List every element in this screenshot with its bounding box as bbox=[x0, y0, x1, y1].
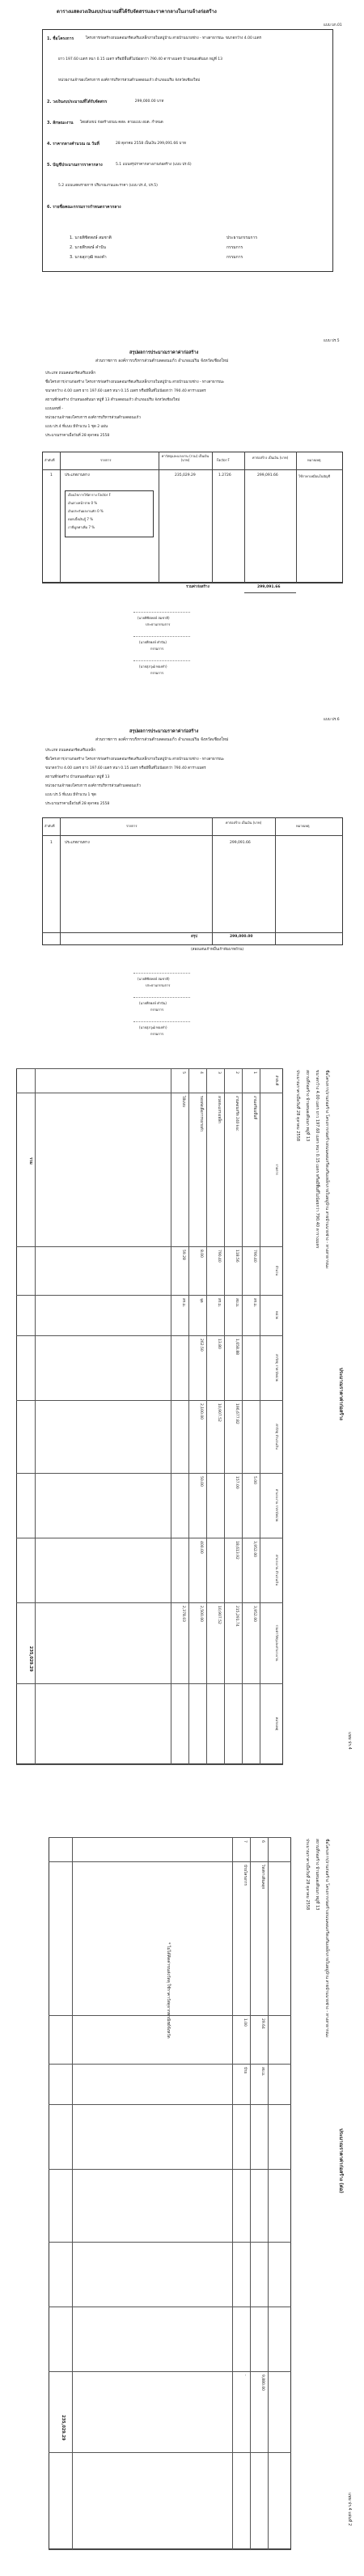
grid-col bbox=[49, 2242, 291, 2243]
col-header-item: รายการ bbox=[126, 824, 138, 828]
cell-item: ลวดตะแกรงเหล็ก bbox=[217, 1096, 221, 1123]
col-header: จำนวน bbox=[275, 1265, 279, 1276]
item-label: 4. ราคากลางคำนวณ ณ วันที่ bbox=[47, 142, 99, 146]
summary-table bbox=[42, 817, 343, 945]
grid-row bbox=[242, 1068, 243, 1764]
cell-no: 1 bbox=[252, 1072, 256, 1074]
grid-col bbox=[49, 2064, 291, 2065]
cell-ma: 196,677.82 bbox=[235, 1403, 239, 1424]
document-page-2 bbox=[0, 308, 364, 680]
cell-sum: - bbox=[243, 2374, 247, 2376]
document-page-1 bbox=[0, 0, 364, 287]
cell-unit: จุด bbox=[199, 1298, 203, 1303]
factor-line: ดอกเบี้ยเงินกู้ 7 % bbox=[68, 517, 94, 521]
document-page-3 bbox=[0, 698, 364, 1038]
item-label: 5. บัญชีประมาณการราคากลาง bbox=[47, 163, 103, 168]
document-page-4 bbox=[0, 1052, 364, 1780]
cell-item: งานเตรียมพื้นที่ bbox=[252, 1096, 256, 1120]
info-line: ชื่อโครงการ/งานก่อสร้าง โครงการก่อสร้างถนนคอนกรีตเสริมเหล็กภายในหมู่บ้าน สายบ้านนายช่าง - ทางสาธารณะ bbox=[45, 758, 225, 762]
cell-qty: 29.64 bbox=[260, 2018, 265, 2029]
signature-3-role: กรรมการ bbox=[150, 671, 164, 675]
form-code: แบบ ปร.5 bbox=[324, 339, 340, 343]
factor-line: เงื่อนไขการใช้ตาราง Factor F bbox=[68, 493, 111, 497]
total-value: 235,029.29 bbox=[28, 1646, 33, 1672]
page-title: ตารางแสดงวงเงินงบประมาณที่ได้รับจัดสรรและราคากลางในงานจ้างก่อสร้าง bbox=[57, 9, 217, 15]
grid-col bbox=[49, 2104, 291, 2105]
item-text: หน่วยงานเจ้าของโครงการ องค์การบริหารส่วนตำบลดอนแก้ว อำเภอแม่ริม จังหวัดเชียงใหม่ bbox=[58, 79, 201, 83]
cell-sum: 215,291.74 bbox=[235, 1606, 239, 1627]
factor-line: ภาษีมูลค่าเพิ่ม 7 % bbox=[68, 525, 95, 529]
info-line: สถานที่ก่อสร้าง บ้านหนองตีนนก หมู่ที่ 13 bbox=[305, 1070, 310, 1142]
committee-3-role: กรรมการ bbox=[226, 255, 243, 260]
cell-la: 18,613.92 bbox=[235, 1541, 239, 1560]
col-header-note: หมายเหตุ bbox=[296, 824, 310, 828]
item-text: โดยสังเขป ก่อสร้างถนน คสล. ตามแบบ อบต. กำหนด bbox=[79, 121, 163, 125]
row-total: 299,091.66 bbox=[257, 473, 278, 477]
grid-row bbox=[232, 1837, 233, 2549]
grid-col bbox=[16, 1764, 283, 1765]
col-header: หน่วย bbox=[275, 1311, 279, 1319]
info-line: ประเภท ถนนคอนกรีตเสริมเหล็ก bbox=[45, 371, 95, 376]
form-code: แบบ ปร.4 แผ่นที่ 2 bbox=[347, 2493, 352, 2527]
row-cost: 235,029.29 bbox=[175, 473, 196, 477]
summary-title: สรุปผลการประมาณราคาค่าก่อสร้าง bbox=[129, 350, 199, 355]
item-label: 6. รายชื่อคณะกรรมการกำหนดราคากลาง bbox=[47, 205, 121, 210]
cell-la: 3,952.00 bbox=[252, 1541, 256, 1558]
grid-col bbox=[49, 2169, 291, 2170]
grid-row bbox=[206, 1068, 207, 1764]
cell-sum: 9,880.00 bbox=[260, 2374, 265, 2391]
info-line: ขนาดกว้าง 4.00 เมตร ยาว 197.60 เมตร หนา 0.15 เมตร หรือมีพื้นที่ไม่น้อยกว่า 790.40 ตารางเมตร bbox=[45, 766, 206, 770]
sum-label: สรุป bbox=[191, 935, 198, 939]
row-note: ใช้ราคาเหมือนในบัญชี bbox=[298, 474, 331, 478]
item-text: 28 ตุลาคม 2558 เป็นเงิน 299,091.66 บาท bbox=[116, 142, 186, 146]
cell-no: 5 bbox=[181, 1072, 185, 1074]
sum-value: 299,000.00 bbox=[230, 935, 253, 939]
col-header-cost: ค่าวัสดุและแรงงาน (รวม) เป็นเงิน (บาท) bbox=[161, 454, 210, 462]
factor-line: เงินล่วงหน้าจ่าย 0 % bbox=[68, 501, 98, 505]
info-line: ประมาณราคาเมื่อวันที่ 28 ตุลาคม 2558 bbox=[305, 1839, 310, 1911]
grid-col bbox=[16, 1400, 283, 1401]
signature-1-name: (นายพิชิตพงษ์ สมชาติ) bbox=[138, 977, 170, 981]
info-line: ประมาณราคาเมื่อวันที่ 28 ตุลาคม 2558 bbox=[45, 434, 110, 438]
signature-1-name: (นายพิชิตพงษ์ สมชาติ) bbox=[138, 616, 170, 620]
item-text: 299,000.00 บาท bbox=[134, 100, 164, 104]
grid-row bbox=[35, 1068, 36, 1764]
item-text: 5.1 แบบสรุปราคากลางงานก่อสร้าง (แบบ ปร.6) bbox=[116, 163, 192, 167]
grid-col bbox=[16, 1335, 283, 1336]
cell-unit: ตร.ม. bbox=[181, 1298, 185, 1308]
info-line: ขนาดกว้าง 4.00 เมตร ยาว 197.60 เมตร หนา 0.15 เมตร หรือมีพื้นที่ไม่น้อยกว่า 790.40 ตารางเมตร bbox=[315, 1070, 320, 1249]
cell-qty: 1.00 bbox=[243, 2018, 247, 2027]
col-header: รายการ bbox=[275, 1164, 279, 1175]
col-header-total: ค่าก่อสร้าง เป็นเงิน (บาท) bbox=[225, 821, 262, 825]
cell-item: รอยต่อเผื่อการขยายตัว bbox=[199, 1096, 203, 1132]
signature-3-name: (นายสุภวุฒิ ทองคำ) bbox=[139, 664, 167, 668]
info-line: ชื่อโครงการ/งานก่อสร้าง โครงการก่อสร้างถนนคอนกรีตเสริมเหล็กภายในหมู่บ้าน สายบ้านนายช่าง - ทางสาธารณะ bbox=[45, 380, 225, 384]
rotated-sheet-5 bbox=[8, 1829, 356, 2557]
cell-la: 400.00 bbox=[199, 1541, 203, 1554]
cell-item: ไหล่ทางหินคลุก bbox=[260, 1865, 265, 1890]
grid-col bbox=[16, 1602, 283, 1603]
info-line: สถานที่ก่อสร้าง บ้านหนองตีนนก หมู่ที่ 13 ตำบลดอนแก้ว อำเภอแม่ริม จังหวัดเชียงใหม่ bbox=[45, 398, 180, 402]
cell-sum: 10,907.52 bbox=[217, 1606, 221, 1624]
cell-qty: 118.56 bbox=[235, 1250, 239, 1263]
signature-2-role: กรรมการ bbox=[150, 1008, 164, 1012]
cell-lp: 50.00 bbox=[199, 1476, 203, 1487]
summary-title: สรุปผลการประมาณราคาค่าก่อสร้าง bbox=[129, 729, 199, 734]
cell-sum: 3,952.00 bbox=[252, 1606, 256, 1623]
cell-ma: 2,100.00 bbox=[199, 1403, 203, 1420]
info-line: ชื่อโครงการ/งานก่อสร้าง โครงการก่อสร้างถนนคอนกรีตเสริมเหล็กภายในหมู่บ้าน สายบ้านนายช่าง - ทางสาธารณะ bbox=[324, 1070, 329, 1269]
item-label: 2. วงเงินงบประมาณที่ได้รับจัดสรร bbox=[47, 100, 108, 104]
grid-row bbox=[224, 1068, 225, 1764]
form-code: แบบ บก.01 bbox=[324, 23, 342, 28]
total-label: รวมค่าก่อสร้าง bbox=[186, 585, 210, 589]
committee-2-name: 2. นายพีรพงษ์ คำปัน bbox=[70, 245, 106, 250]
col-header-total: ค่าก่อสร้าง เป็นเงิน (บาท) bbox=[252, 456, 289, 460]
factor-line: เงินประกันผลงานหัก 0 % bbox=[68, 509, 104, 513]
cell-no: 6 bbox=[260, 1840, 265, 1843]
signature-1-role: ประธานกรรมการ bbox=[146, 622, 171, 626]
cell-item: ป้ายโครงการ bbox=[243, 1865, 247, 1886]
item-text: โครงการก่อสร้างถนนคอนกรีตเสริมเหล็กภายในหมู่บ้าน สายบ้านนายช่าง - ทางสาธารณะ ขนาดกว้าง 4.00 เมตร bbox=[85, 36, 262, 40]
grid-col bbox=[49, 2371, 291, 2372]
grid-col bbox=[49, 1861, 291, 1862]
row-item: ประเภทงานทาง bbox=[65, 473, 90, 477]
cell-qty: 8.00 bbox=[199, 1250, 203, 1258]
summary-subtitle: ส่วนราชการ องค์การบริหารส่วนตำบลดอนแก้ว อำเภอแม่ริม จังหวัดเชียงใหม่ bbox=[95, 359, 229, 363]
cell-ma: 10,907.52 bbox=[217, 1403, 221, 1422]
col-header: ลำดับที่ bbox=[275, 1075, 279, 1086]
info-line: หน่วยงานเจ้าของโครงการ องค์การบริหารส่วนตำบลดอนแก้ว bbox=[45, 416, 141, 420]
row-no: 1 bbox=[50, 473, 53, 477]
signature-3-role: กรรมการ bbox=[150, 1032, 164, 1036]
col-header: รวมค่าวัสดุและค่าแรงงาน bbox=[275, 1624, 279, 1661]
item-label: 3. ลักษณะงาน bbox=[47, 121, 74, 125]
signature-1-role: ประธานกรรมการ bbox=[146, 983, 171, 987]
col-header-factor: Factor F bbox=[217, 458, 230, 462]
form-code: แบบ ปร.6 bbox=[324, 718, 340, 722]
estimate-title: ประมาณราคาค่าก่อสร้าง (ต่อ) bbox=[338, 2128, 344, 2193]
committee-1-role: ประธานกรรมการ bbox=[226, 236, 258, 240]
col-header-no: ลำดับที่ bbox=[44, 458, 55, 462]
item-text: ยาว 197.60 เมตร หนา 0.15 เมตร หรือมีพื้นที่ไม่น้อยกว่า 790.40 ตารางเมตร บ้านหนองตีนนก หมู่ที่ 13 bbox=[58, 57, 222, 62]
grid-row bbox=[250, 1837, 251, 2549]
total-label: รวม bbox=[28, 1157, 33, 1165]
committee-2-role: กรรมการ bbox=[226, 245, 243, 250]
committee-1-name: 1. นายพิชิตพงษ์ สมชาติ bbox=[70, 236, 112, 240]
cell-unit: ลบ.ม. bbox=[260, 2067, 265, 2077]
cell-mp: 13.80 bbox=[217, 1339, 221, 1349]
signature-2-name: (นายพีรพงษ์ คำปัน) bbox=[139, 640, 167, 644]
cell-no: 3 bbox=[217, 1072, 221, 1074]
grid-col bbox=[16, 1473, 283, 1474]
cell-unit: ป้าย bbox=[243, 2067, 247, 2074]
col-header-item: รายการ bbox=[100, 458, 112, 462]
info-line: ขนาดกว้าง 4.00 เมตร ยาว 197.60 เมตร หนา 0.15 เมตร หรือมีพื้นที่ไม่น้อยกว่า 790.40 ตารางเมตร bbox=[45, 389, 206, 393]
signature-2-role: กรรมการ bbox=[150, 647, 164, 651]
item-text: 5.2 แบบแสดงรายการ ปริมาณงานและราคา (แบบ ปร.4, ปร.5) bbox=[58, 184, 158, 188]
grid-col bbox=[16, 1068, 283, 1069]
grid-col bbox=[49, 2549, 291, 2550]
cell-no: 4 bbox=[199, 1072, 203, 1074]
footnote: * ไม่ได้คิดค่าขนส่งวัสดุ ใช้ราคาวัสดุจากพาณิชย์จังหวัด bbox=[166, 1942, 171, 2039]
rotated-sheet-4 bbox=[8, 1060, 356, 1772]
col-header-note: หมายเหตุ bbox=[307, 458, 321, 462]
grid-col bbox=[49, 1837, 291, 1838]
cell-unit: ลบ.ม. bbox=[235, 1298, 239, 1308]
signature-3-name: (นายสุภวุฒิ ทองคำ) bbox=[139, 1025, 167, 1029]
sum-text: (สองแสนเก้าหมื่นเก้าพันบาทถ้วน) bbox=[191, 948, 244, 952]
col-header: ค่าวัสดุ จำนวนเงิน bbox=[275, 1424, 279, 1449]
cell-lp: 5.00 bbox=[252, 1476, 256, 1485]
grid-row bbox=[72, 1837, 73, 2549]
grid-col bbox=[16, 1683, 283, 1684]
grid-row bbox=[268, 1837, 269, 2549]
col-header-no: ลำดับที่ bbox=[44, 824, 55, 828]
col-header: ค่าวัสดุ ราคา/หน่วย bbox=[275, 1353, 279, 1382]
cell-sum: 2,500.00 bbox=[199, 1606, 203, 1623]
document-page-5 bbox=[0, 1821, 364, 2576]
col-header: ค่าแรงงาน จำนวนเงิน bbox=[275, 1554, 279, 1586]
cell-lp: 157.00 bbox=[235, 1476, 239, 1489]
total-value: 235,029.29 bbox=[61, 2415, 66, 2441]
row-item: ประเภทงานทาง bbox=[65, 841, 90, 845]
row-factor: 1.2726 bbox=[218, 473, 231, 477]
row-no: 1 bbox=[50, 841, 53, 845]
grid-row bbox=[188, 1068, 189, 1764]
cell-no: 2 bbox=[235, 1072, 239, 1074]
cost-table bbox=[16, 1068, 283, 1764]
cell-no: 7 bbox=[243, 1840, 247, 1843]
summary-subtitle: ส่วนราชการ องค์การบริหารส่วนตำบลดอนแก้ว อำเภอแม่ริม จังหวัดเชียงใหม่ bbox=[95, 737, 229, 742]
cell-qty: 790.40 bbox=[217, 1250, 221, 1263]
grid-col bbox=[16, 1246, 283, 1247]
committee-3-name: 3. นายสุภวุฒิ ทองคำ bbox=[70, 255, 107, 260]
info-line: ประมาณราคาเมื่อวันที่ 28 ตุลาคม 2558 bbox=[45, 802, 110, 806]
factor-condition-box bbox=[65, 490, 154, 537]
cell-item: ไม้แบบ bbox=[181, 1096, 185, 1107]
row-total: 299,091.66 bbox=[230, 841, 251, 845]
signature-2-name: (นายพีรพงษ์ คำปัน) bbox=[139, 1001, 167, 1005]
col-header: ค่าแรงงาน ราคา/หน่วย bbox=[275, 1488, 279, 1522]
info-line: สถานที่ก่อสร้าง บ้านหนองตีนนก หมู่ที่ 13 bbox=[45, 775, 110, 779]
cell-unit: ตร.ม. bbox=[252, 1298, 256, 1308]
cell-item: งานคอนกรีต 240 ksc bbox=[235, 1096, 239, 1131]
info-line: หน่วยงานเจ้าของโครงการ องค์การบริหารส่วนตำบลดอนแก้ว bbox=[45, 784, 141, 788]
cell-mp: 262.50 bbox=[199, 1339, 203, 1352]
grid-col bbox=[49, 2452, 291, 2453]
col-header: หมายเหตุ bbox=[275, 1717, 279, 1731]
cell-sum: 2,378.03 bbox=[181, 1606, 185, 1623]
cell-qty: 59.28 bbox=[181, 1250, 185, 1260]
info-line: แบบ ปร.5 ที่แนบ มีจำนวน 1 ชุด bbox=[45, 793, 96, 797]
info-line: แบบ ปร.4 ที่แนบ มีจำนวน 1 ชุด 2 แผ่น bbox=[45, 425, 108, 429]
cell-unit: ตร.ม. bbox=[217, 1298, 221, 1308]
info-line: ชื่อโครงการ/งานก่อสร้าง โครงการก่อสร้างถนนคอนกรีตเสริมเหล็กภายในหมู่บ้าน สายบ้านนายช่าง - ทางสาธารณะ bbox=[324, 1839, 329, 2038]
cell-qty: 790.40 bbox=[252, 1250, 256, 1263]
info-line: สถานที่ก่อสร้าง บ้านหนองตีนนก หมู่ที่ 13 bbox=[315, 1839, 320, 1911]
info-line: แบบเลขที่ - bbox=[45, 407, 64, 411]
item-label: 1. ชื่อโครงการ bbox=[47, 36, 74, 41]
estimate-title: ประมาณราคาค่าก่อสร้าง bbox=[338, 1368, 344, 1420]
info-line: ประเภท ถนนคอนกรีตเสริมเหล็ก bbox=[45, 749, 95, 753]
form-code: แบบ ปร.4 bbox=[347, 1732, 352, 1750]
total-value: 299,091.66 bbox=[257, 585, 281, 589]
info-line: ประมาณราคาเมื่อวันที่ 28 ตุลาคม 2558 bbox=[295, 1070, 300, 1142]
grid-col bbox=[16, 1295, 283, 1296]
cell-mp: 1,658.88 bbox=[235, 1339, 239, 1356]
